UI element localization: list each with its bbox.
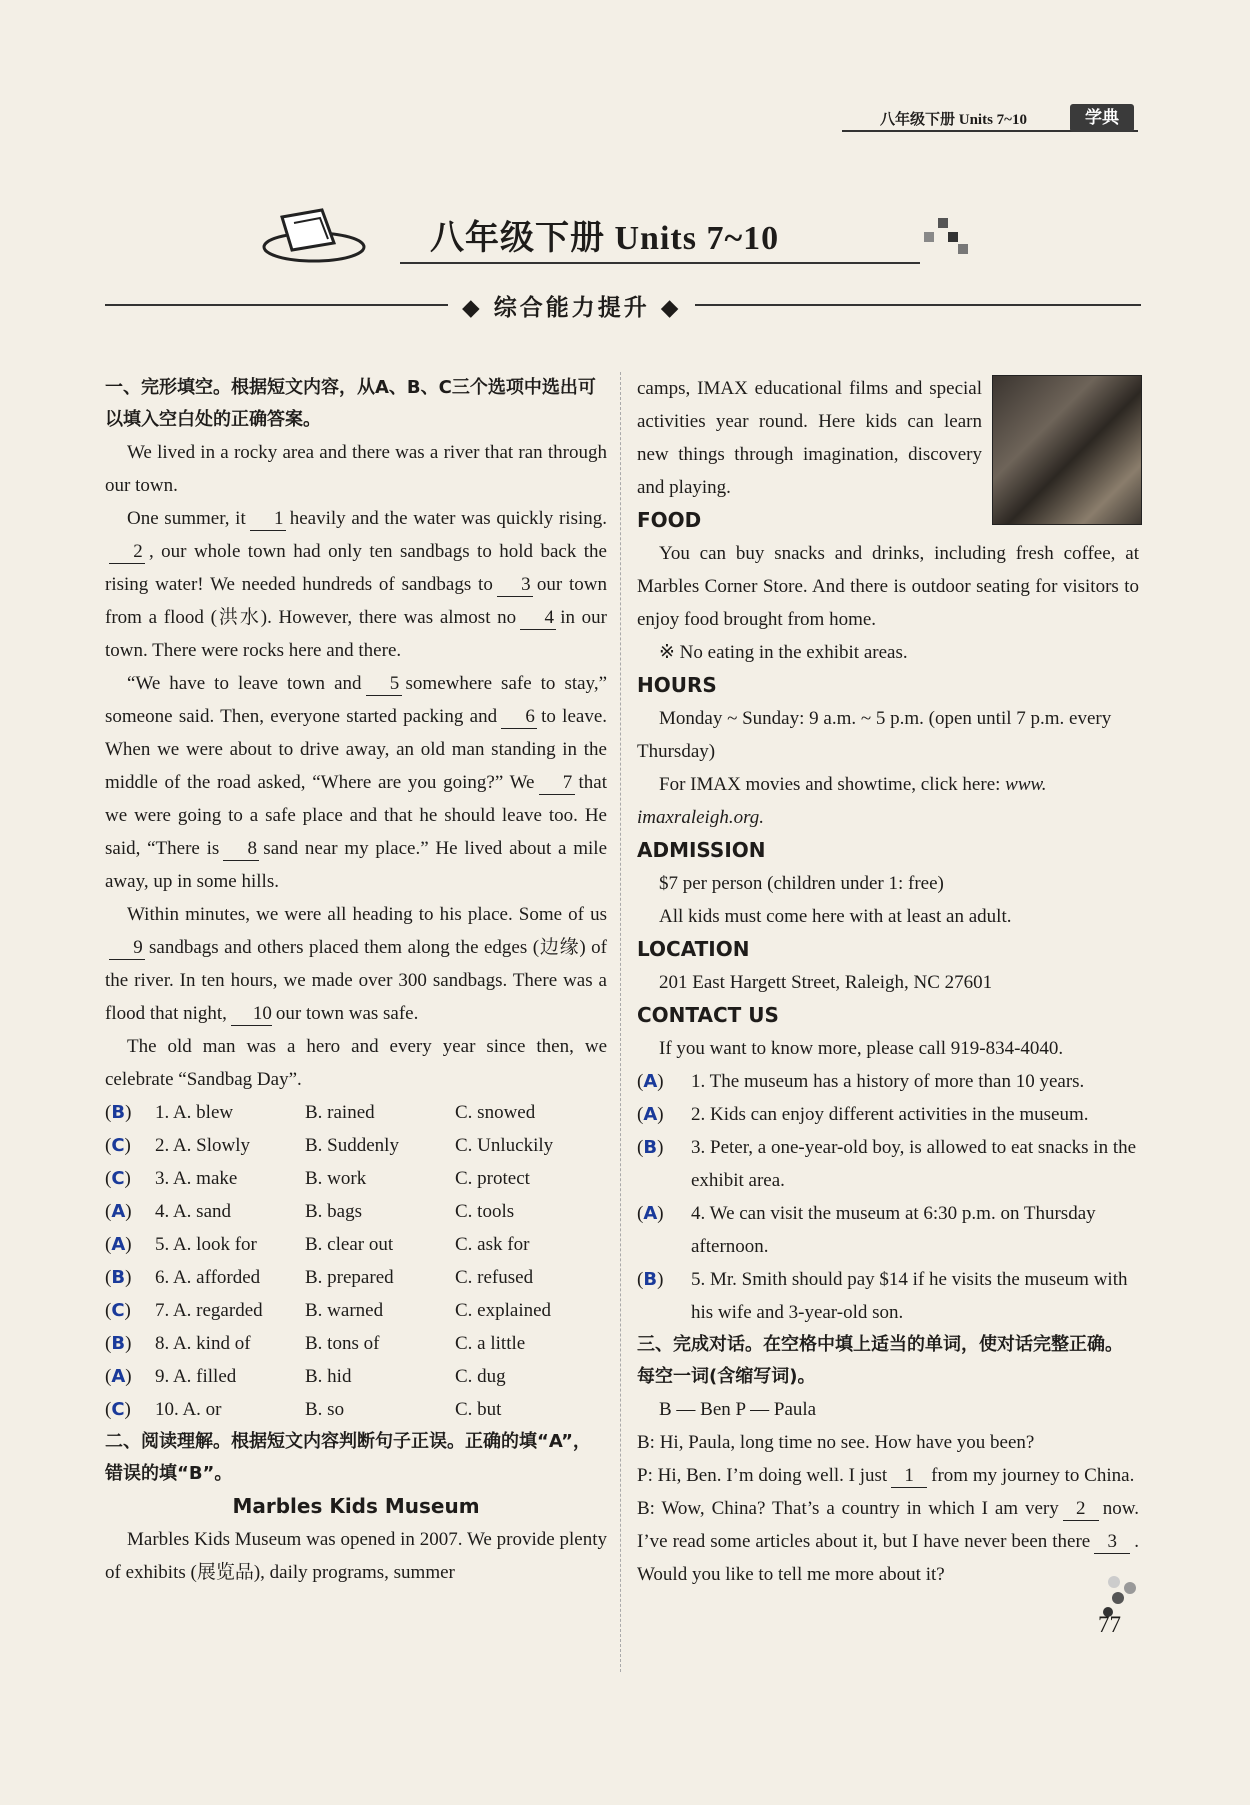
contact-text: If you want to know more, please call 919-834-4040. <box>659 1038 1064 1059</box>
contact-heading: CONTACT US <box>637 1003 779 1027</box>
option-row: (C) 3. A. make B. work C. protect <box>105 1168 530 1189</box>
dialogue-line-1: B: Hi, Paula, long time no see. How have you been? <box>637 1432 1035 1453</box>
answer-mark: C <box>111 1168 125 1189</box>
admission-line-2: All kids must come here with at least an adult. <box>659 906 1012 927</box>
option-row: (A) 4. A. sand B. bags C. tools <box>105 1201 515 1222</box>
section-subtitle: ◆ 综合能力提升 ◆ <box>448 289 695 322</box>
option-row: (C) 2. A. Slowly B. Suddenly C. Unluckily <box>105 1135 554 1156</box>
blank: 8 <box>223 838 259 861</box>
statement-row: (A) 1. The museum has a history of more than 10 years. <box>637 1071 1085 1092</box>
blank: 5 <box>366 673 402 696</box>
answer-mark: B <box>111 1102 126 1123</box>
option-row: (C) 10. A. or B. so C. but <box>105 1399 502 1420</box>
answer-mark: A <box>643 1104 658 1125</box>
title-rule <box>400 262 920 264</box>
option-row: (A) 9. A. filled B. hid C. dug <box>105 1366 506 1387</box>
statement-row: (A) 4. We can visit the museum at 6:30 p.m. on Thursday afternoon. <box>637 1203 1096 1257</box>
column-divider <box>620 372 621 1672</box>
blank: 1 <box>250 508 286 531</box>
option-row: (B) 6. A. afforded B. prepared C. refused <box>105 1267 534 1288</box>
admission-line-1: $7 per person (children under 1: free) <box>659 873 944 894</box>
answer-mark: C <box>111 1300 125 1321</box>
decorative-squares-icon <box>918 218 970 256</box>
dialogue-line-3: B: Wow, China? That’s a country in which I am very 2 now. I’ve read some articles about it, but I have never been there 3 . Would you like to tell me more about it? <box>637 1498 1139 1585</box>
statement-row: (A) 2. Kids can enjoy different activities in the museum. <box>637 1104 1089 1125</box>
blank: 7 <box>539 772 575 795</box>
book-logo-icon <box>262 205 372 265</box>
blank: 6 <box>501 706 537 729</box>
option-row: (C) 7. A. regarded B. warned C. explained <box>105 1300 552 1321</box>
blank: 2 <box>1063 1498 1099 1521</box>
location-heading: LOCATION <box>637 937 750 961</box>
food-heading: FOOD <box>637 508 702 532</box>
reading-heading: 二、阅读理解。根据短文内容判断句子正误。正确的填“A”，错误的填“B”。 <box>105 1431 591 1484</box>
answer-mark: A <box>111 1234 126 1255</box>
article-intro: Marbles Kids Museum was opened in 2007. We provide plenty of exhibits (展览品), daily programs, summer <box>105 1529 607 1583</box>
option-row: (B) 8. A. kind of B. tons of C. a little <box>105 1333 526 1354</box>
blank: 3 <box>497 574 533 597</box>
running-header: 八年级下册 Units 7~10 <box>880 112 1027 128</box>
dialogue-heading: 三、完成对话。在空格中填上适当的单词，使对话完整正确。每空一词(含缩写词)。 <box>637 1334 1123 1387</box>
answer-mark: A <box>111 1366 126 1387</box>
food-note: ※ No eating in the exhibit areas. <box>659 642 908 663</box>
cloze-paragraph-3: “We have to leave town and 5 somewhere safe to stay,” someone said. Then, everyone started packing and 6 to leave. When we were about to drive away, an old man standing in the middle of the road asked, “Where are you going?” We 7 that we were going to a safe place and that he should leave too. He said, “There is 8 sand near my place.” He lived about a mile away, up in some hills. <box>105 673 608 892</box>
answer-mark: A <box>643 1203 658 1224</box>
answer-mark: A <box>111 1201 126 1222</box>
subtitle-text: 综合能力提升 <box>493 295 650 321</box>
left-column <box>105 372 607 1589</box>
article-intro-continued: camps, IMAX educational films and special activities year round. Here kids can learn new things through imagination, discovery and playing. <box>637 378 982 498</box>
answer-mark: C <box>111 1135 125 1156</box>
blank: 3 <box>1094 1531 1130 1554</box>
answer-mark: B <box>111 1267 126 1288</box>
statement-row: (B) 5. Mr. Smith should pay $14 if he visits the museum with his wife and 3-year-old son. <box>637 1269 1128 1323</box>
food-text: You can buy snacks and drinks, including fresh coffee, at Marbles Corner Store. And there is outdoor seating for visitors to enjoy food brought from home. <box>637 543 1139 630</box>
blank: 9 <box>109 937 145 960</box>
cloze-paragraph-4: Within minutes, we were all heading to his place. Some of us9 sandbags and others placed them along the edges (边缘) of the river. In ten hours, we made over 300 sandbags. There was a flood that night, 10 our town was safe. <box>105 904 607 1024</box>
blank: 2 <box>109 541 145 564</box>
answer-mark: A <box>643 1071 658 1092</box>
brand-logo: 学典 <box>1070 104 1134 132</box>
option-row: (B) 1. A. blew B. rained C. snowed <box>105 1102 536 1123</box>
blank: 10 <box>231 1003 272 1026</box>
cloze-heading: 一、完形填空。根据短文内容，从A、B、C三个选项中选出可以填入空白处的正确答案。 <box>105 377 596 430</box>
cloze-paragraph-1: We lived in a rocky area and there was a river that ran through our town. <box>105 442 607 496</box>
imax-text: For IMAX movies and showtime, click here: www. imaxraleigh.org. <box>637 774 1047 828</box>
cloze-paragraph-5: The old man was a hero and every year since then, we celebrate “Sandbag Day”. <box>105 1036 607 1090</box>
statement-row: (B) 3. Peter, a one-year-old boy, is allowed to eat snacks in the exhibit area. <box>637 1137 1137 1191</box>
answer-mark: B <box>643 1269 658 1290</box>
blank: 4 <box>520 607 556 630</box>
imax-link: www. imaxraleigh.org. <box>637 774 1047 828</box>
answer-mark: B <box>111 1333 126 1354</box>
article-title: Marbles Kids Museum <box>232 1494 480 1518</box>
blank: 1 <box>891 1465 927 1488</box>
answer-mark: C <box>111 1399 125 1420</box>
answer-mark: B <box>643 1137 658 1158</box>
cloze-options <box>105 1096 607 1426</box>
dialogue-roles: B — Ben P — Paula <box>659 1399 817 1420</box>
page-title: 八年级下册 Units 7~10 <box>430 220 780 257</box>
admission-heading: ADMISSION <box>637 838 766 862</box>
right-column <box>637 372 1139 1591</box>
cloze-paragraph-2: One summer, it 1 heavily and the water was quickly rising.2 , our whole town had only ten sandbags to hold back the rising water! We needed hundreds of sandbags to 3 our town from a flood (洪水). However, there was almost no 4 in our town. There were rocks here and there. <box>105 508 608 661</box>
page-number: 77 <box>1098 1612 1121 1637</box>
location-text: 201 East Hargett Street, Raleigh, NC 27601 <box>659 972 993 993</box>
option-row: (A) 5. A. look for B. clear out C. ask for <box>105 1234 530 1255</box>
dialogue-line-2: P: Hi, Ben. I’m doing well. I just 1 from my journey to China. <box>637 1465 1135 1486</box>
hours-text: Monday ~ Sunday: 9 a.m. ~ 5 p.m. (open until 7 p.m. every Thursday) <box>637 708 1112 762</box>
hours-heading: HOURS <box>637 673 717 697</box>
true-false-list <box>637 1065 1139 1329</box>
